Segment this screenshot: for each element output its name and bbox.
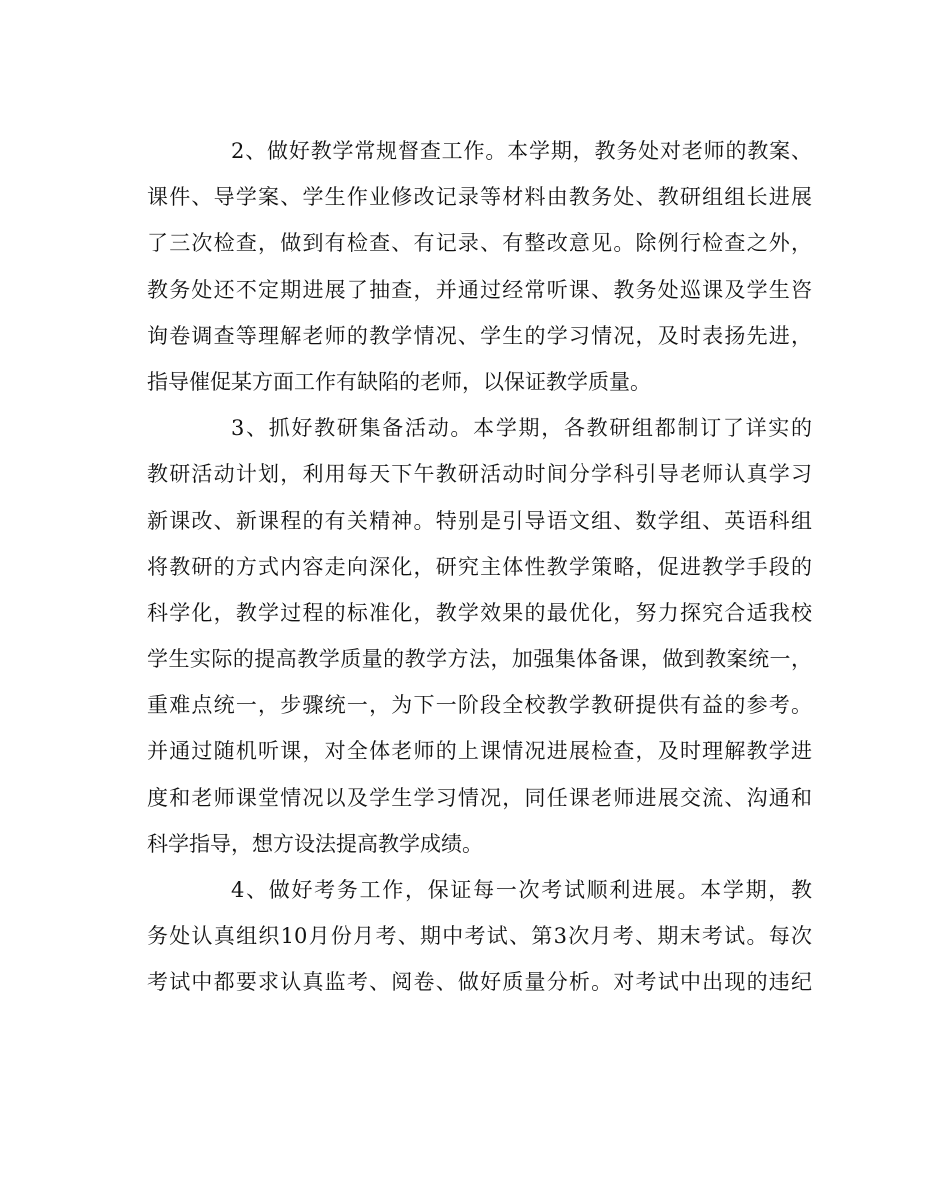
paragraph-item-2 bbox=[147, 128, 812, 405]
text-line: 科学指导，想方设法提高教学成绩。 bbox=[147, 831, 483, 856]
text-line: 教务处还不定期进展了抽查，并通过经常听课、教务处巡课及学生咨 bbox=[147, 277, 812, 302]
paragraph-item-3 bbox=[147, 405, 812, 867]
text-line: 了三次检查，做到有检查、有记录、有整改意见。除例行检查之外， bbox=[147, 231, 812, 256]
text-line: 考试中都要求认真监考、阅卷、做好质量分析。对考试中出现的违纪 bbox=[147, 970, 812, 995]
text-line: 2、做好教学常规督查工作。本学期，教务处对老师的教案、 bbox=[231, 139, 812, 163]
text-line: 新课改、新课程的有关精神。特别是引导语文组、数学组、英语科组 bbox=[147, 508, 812, 533]
text-line: 并通过随机听课，对全体老师的上课情况进展检查，及时理解教学进 bbox=[147, 739, 812, 764]
text-line: 重难点统一，步骤统一，为下一阶段全校教学教研提供有益的参考。 bbox=[147, 693, 812, 718]
text-line: 课件、导学案、学生作业修改记录等材料由教务处、教研组组长进展 bbox=[147, 185, 812, 210]
text-line: 指导催促某方面工作有缺陷的老师，以保证教学质量。 bbox=[147, 369, 651, 394]
paragraph-item-4 bbox=[147, 867, 812, 1006]
text-line: 教研活动计划，利用每天下午教研活动时间分学科引导老师认真学习 bbox=[147, 462, 812, 487]
text-line: 务处认真组织10月份月考、期中考试、第3次月考、期末考试。每次 bbox=[147, 924, 812, 949]
text-line: 4、做好考务工作，保证每一次考试顺利进展。本学期，教 bbox=[231, 878, 812, 902]
text-line: 将教研的方式内容走向深化，研究主体性教学策略，促进教学手段的 bbox=[147, 554, 812, 579]
document-body bbox=[147, 128, 812, 1006]
text-line: 询卷调查等理解老师的教学情况、学生的学习情况，及时表扬先进， bbox=[147, 323, 812, 348]
text-line: 学生实际的提高教学质量的教学方法，加强集体备课，做到教案统一， bbox=[147, 647, 812, 672]
text-line: 度和老师课堂情况以及学生学习情况，同任课老师进展交流、沟通和 bbox=[147, 785, 812, 810]
text-line: 3、抓好教研集备活动。本学期，各教研组都制订了详实的 bbox=[231, 416, 812, 441]
text-line: 科学化，教学过程的标准化，教学效果的最优化，努力探究合适我校 bbox=[147, 600, 812, 625]
